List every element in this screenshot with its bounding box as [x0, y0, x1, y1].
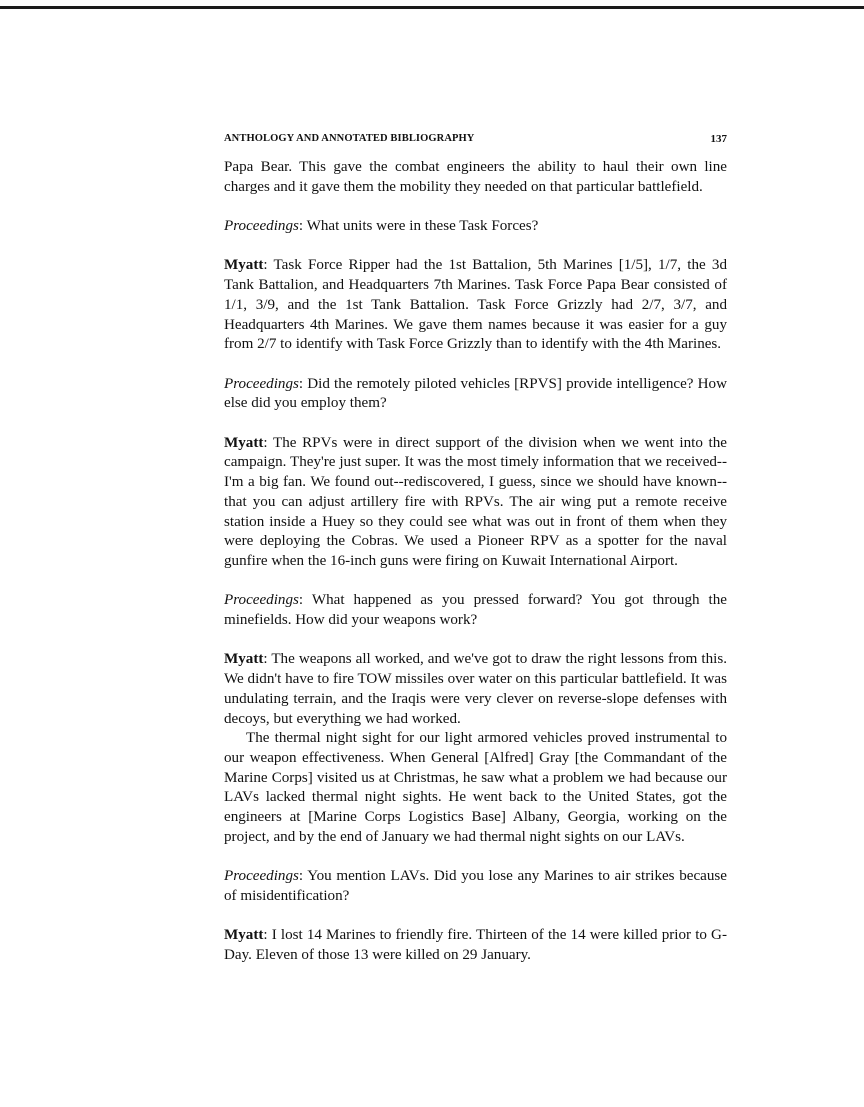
paragraph-text: : What units were in these Task Forces?	[298, 218, 539, 235]
top-rule	[0, 6, 864, 9]
answer-paragraph	[224, 434, 727, 572]
running-head: ANTHOLOGY AND ANNOTATED BIBLIOGRAPHY	[224, 133, 475, 144]
paragraph-text: : Did the remotely piloted vehicles [RPVS] provide intelligence? How else did you employ them?	[224, 375, 727, 412]
question-paragraph	[224, 217, 727, 237]
paragraph-text: The thermal night sight for our light armored vehicles proved instrumental to our weapon effectiveness. When General [Alfred] Gray [the Commandant of the Marine Corps] visited us at Christmas, he saw what a problem we had because our LAVs lacked thermal night sights. He went back to the United States, got the engineers at [Marine Corps Logistics Base] Albany, Georgia, working on the project, and by the end of January we had thermal night sights on our LAVs.	[224, 730, 727, 845]
answer-paragraph	[224, 926, 727, 965]
page-header	[224, 133, 727, 149]
question-paragraph	[224, 375, 727, 414]
speaker-myatt: Myatt	[224, 651, 264, 668]
paragraph-text: : Task Force Ripper had the 1st Battalion, 5th Marines [1/5], 1/7, the 3d Tank Battalion, and Headquarters 7th Marines. Task Force Papa Bear consisted of 1/1, 3/9, and the 1st Tank Battalion. Task Force Grizzly had 2/7, 3/7, and Headquarters 4th Marines. We gave them names because it was easier for a guy from 2/7 to identify with Task Force Grizzly than to identify with the 4th Marines.	[224, 257, 727, 353]
paragraph-text: Papa Bear. This gave the combat engineers the ability to haul their own line charges and it gave them the mobility they needed on that particular battlefield.	[224, 159, 727, 195]
speaker-myatt: Myatt	[224, 257, 264, 274]
question-paragraph	[224, 867, 727, 906]
paragraph-text: : The weapons all worked, and we've got to draw the right lessons from this. We didn't have to fire TOW missiles over water on this particular battlefield. It was undulating terrain, and the Iraqis were very clever on reverse-slope defenses with decoys, but everything we had worked.	[224, 651, 727, 727]
answer-paragraph-continued	[224, 729, 727, 847]
question-paragraph	[224, 591, 727, 630]
page-number: 137	[710, 133, 727, 145]
paragraph-text: : The RPVs were in direct support of the division when we went into the campaign. They're just super. It was the most timely information that we received--I'm a big fan. We found out--rediscovered, I guess, since we should have known--that you can adjust artillery fire with RPVs. The air wing put a remote receive station inside a Huey so they could see what was out in front of them when they were deploying the Cobras. We used a Pioneer RPV as a spotter for the naval gunfire when the 16-inch guns were firing on Kuwait International Airport.	[224, 434, 727, 569]
speaker-proceedings: Proceedings	[224, 592, 299, 609]
speaker-myatt: Myatt	[224, 434, 264, 451]
answer-paragraph	[224, 650, 727, 729]
paragraph-continuation	[224, 158, 727, 197]
answer-paragraph	[224, 256, 727, 355]
speaker-myatt: Myatt	[224, 927, 264, 944]
speaker-proceedings: Proceedings	[224, 375, 299, 392]
paragraph-text: : You mention LAVs. Did you lose any Marines to air strikes because of misidentification?	[224, 868, 727, 904]
page-body	[224, 158, 727, 985]
paragraph-text: : What happened as you pressed forward? You got through the minefields. How did your weapons work?	[224, 592, 727, 629]
paragraph-text: : I lost 14 Marines to friendly fire. Thirteen of the 14 were killed prior to G-Day. Eleven of those 13 were killed on 29 January.	[224, 927, 727, 963]
speaker-proceedings: Proceedings	[224, 868, 299, 885]
speaker-proceedings: Proceedings	[224, 218, 299, 235]
